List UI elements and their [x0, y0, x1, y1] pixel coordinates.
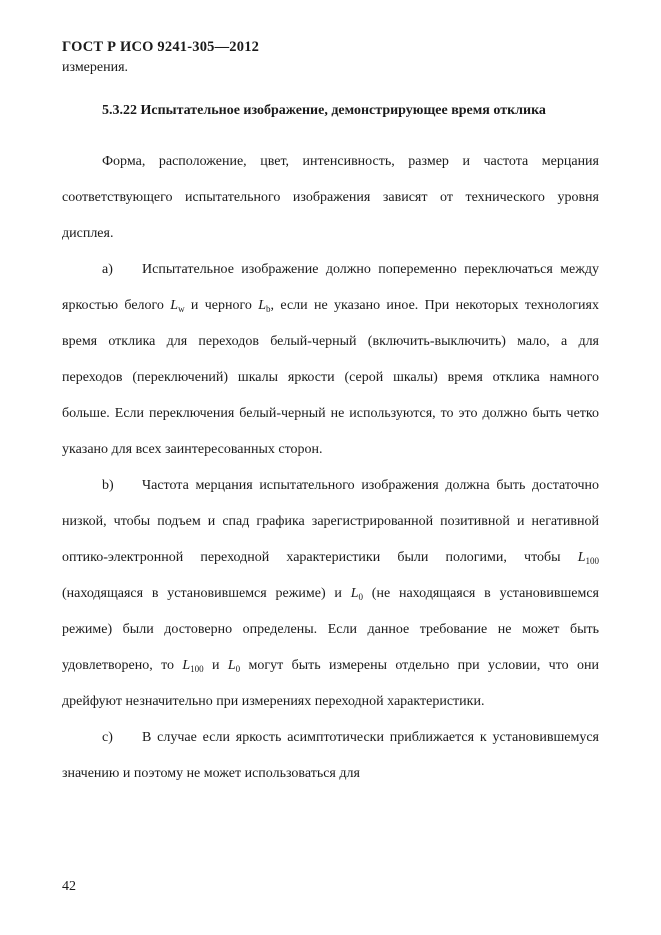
subscript-0: 0 — [235, 664, 241, 674]
luminance-symbol: L — [258, 298, 267, 313]
paragraph-a — [62, 252, 599, 468]
subscript-b: b — [266, 304, 271, 314]
subscript-100: 100 — [585, 556, 599, 566]
luminance-symbol: L — [350, 586, 359, 601]
paragraph-c-text-1: В случае если яркость асимптотически приближается к установившемуся значению и поэтому не может использоваться для — [62, 730, 599, 781]
page-number: 42 — [62, 879, 76, 894]
list-marker-c: c) — [102, 730, 113, 745]
luminance-symbol: L — [227, 658, 236, 673]
paragraph-a-text-3: , если не указано иное. При некоторых технологиях время отклика для переходов белый-черный (включить-выключить) мало, а для переходов (переключений) шкалы яркости (серой шкалы) время отклика намного больше. Если переключения белый-черный не используются, то это должно быть четко указано для всех заинтересованных сторон. — [62, 298, 599, 457]
paragraph-b — [62, 468, 599, 720]
paragraph-b-text-2: (находящаяся в установившемся режиме) и — [62, 586, 351, 601]
paragraph-b-text-3: (не находящаяся в установившемся режиме) были достоверно определены. Если данное требование не может быть удовлетворено, то — [62, 586, 599, 673]
luminance-symbol: L — [170, 298, 179, 313]
section-heading: 5.3.22 Испытательное изображение, демонстрирующее время отклика — [102, 103, 546, 118]
list-marker-a: a) — [102, 262, 113, 277]
body-text — [62, 144, 599, 792]
continuation-text: измерения. — [62, 60, 129, 75]
paragraph-b-text-4: и — [203, 658, 228, 673]
paragraph-b-text-5: могут быть измерены отдельно при условии, что они дрейфуют незначительно при измерениях переходной характеристики. — [62, 658, 599, 709]
subscript-w: w — [178, 304, 185, 314]
luminance-symbol: L — [182, 658, 191, 673]
paragraph-intro: Форма, расположение, цвет, интенсивность, размер и частота мерцания соответствующего испытательного изображения зависят от технического уровня дисплея. — [62, 154, 599, 241]
subscript-100: 100 — [190, 664, 204, 674]
luminance-symbol: L — [577, 550, 586, 565]
paragraph-b-text-1: Частота мерцания испытательного изображения должна быть достаточно низкой, чтобы подъем и спад графика зарегистрированной позитивной и негативной оптико-электронной переходной характеристики были пологими, чтобы — [62, 478, 599, 565]
paragraph-a-text-1: Испытательное изображение должно попеременно переключаться между яркостью белого — [62, 262, 599, 313]
list-marker-b: b) — [102, 478, 114, 493]
paragraph-a-text-2: и черного — [184, 298, 259, 313]
subscript-0: 0 — [358, 592, 363, 602]
paragraph-c — [62, 720, 599, 792]
standard-header: ГОСТ Р ИСО 9241-305—2012 — [62, 39, 260, 55]
